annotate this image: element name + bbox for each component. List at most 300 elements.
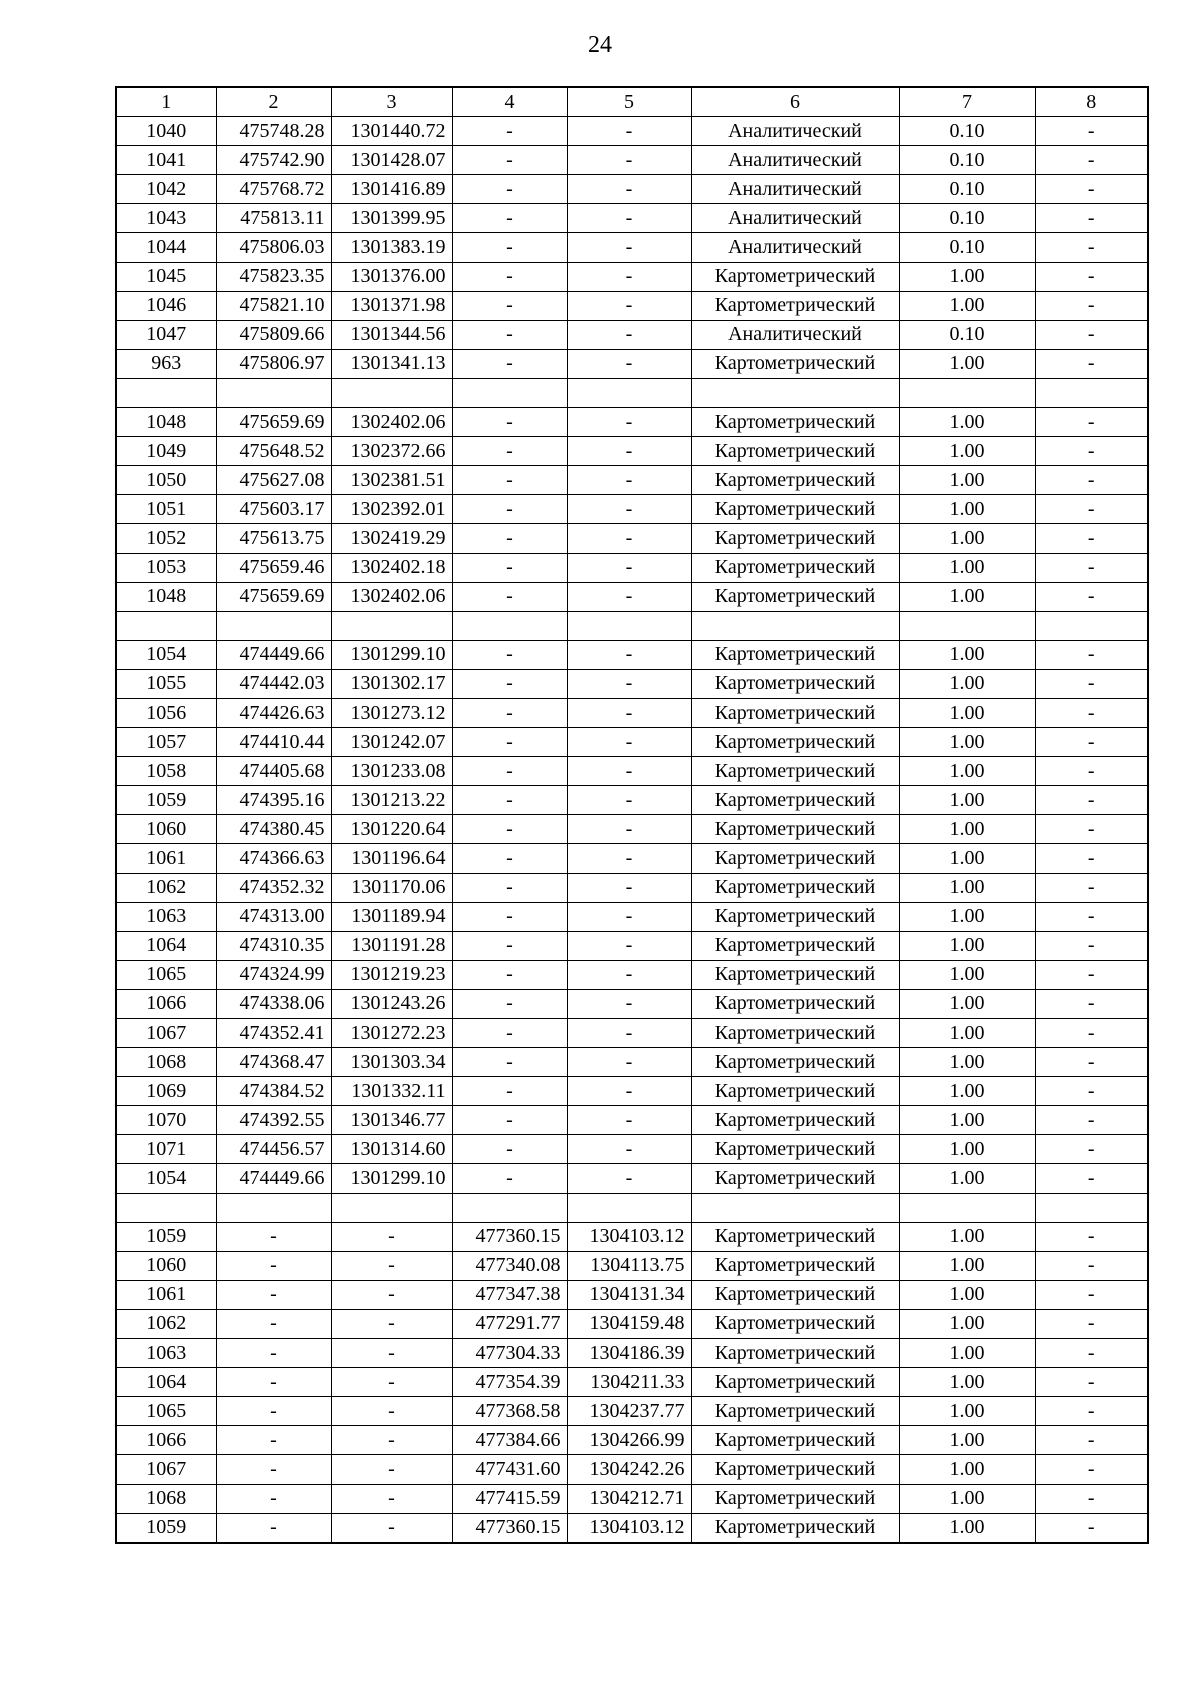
- x-coord-new-cell: -: [452, 1077, 567, 1106]
- y-coord-new-cell: -: [567, 844, 691, 873]
- method-cell: Картометрический: [691, 1280, 899, 1309]
- x-coord-new-cell: 477384.66: [452, 1426, 567, 1455]
- x-coord-new-cell: [452, 378, 567, 407]
- column-header: 8: [1035, 87, 1148, 117]
- method-cell: Картометрический: [691, 495, 899, 524]
- accuracy-cell: 0.10: [899, 204, 1035, 233]
- method-cell: Картометрический: [691, 291, 899, 320]
- method-cell: Картометрический: [691, 408, 899, 437]
- y-coord-new-cell: -: [567, 815, 691, 844]
- x-coord-new-cell: -: [452, 146, 567, 175]
- accuracy-cell: 1.00: [899, 669, 1035, 698]
- y-coord-cell: 1301399.95: [331, 204, 452, 233]
- accuracy-cell: 1.00: [899, 844, 1035, 873]
- y-coord-new-cell: -: [567, 1106, 691, 1135]
- point-number-cell: 1057: [116, 728, 216, 757]
- point-number-cell: 1056: [116, 698, 216, 727]
- description-cell: -: [1035, 1106, 1148, 1135]
- y-coord-cell: [331, 378, 452, 407]
- point-number-cell: 1068: [116, 1484, 216, 1513]
- table-row: [116, 1222, 1148, 1251]
- y-coord-cell: -: [331, 1309, 452, 1338]
- x-coord-new-cell: -: [452, 262, 567, 291]
- x-coord-cell: 474352.32: [216, 873, 331, 902]
- point-number-cell: 1066: [116, 1426, 216, 1455]
- table-row: [116, 1455, 1148, 1484]
- y-coord-cell: 1301243.26: [331, 989, 452, 1018]
- x-coord-new-cell: -: [452, 175, 567, 204]
- point-number-cell: 1047: [116, 320, 216, 349]
- x-coord-new-cell: -: [452, 931, 567, 960]
- x-coord-new-cell: -: [452, 757, 567, 786]
- description-cell: -: [1035, 408, 1148, 437]
- description-cell: -: [1035, 1397, 1148, 1426]
- method-cell: Картометрический: [691, 902, 899, 931]
- y-coord-cell: 1301220.64: [331, 815, 452, 844]
- description-cell: -: [1035, 902, 1148, 931]
- accuracy-cell: 1.00: [899, 786, 1035, 815]
- accuracy-cell: 1.00: [899, 640, 1035, 669]
- point-number-cell: [116, 378, 216, 407]
- description-cell: -: [1035, 466, 1148, 495]
- method-cell: Картометрический: [691, 815, 899, 844]
- y-coord-new-cell: 1304237.77: [567, 1397, 691, 1426]
- point-number-cell: 1067: [116, 1019, 216, 1048]
- y-coord-cell: -: [331, 1513, 452, 1543]
- table-row: [116, 466, 1148, 495]
- y-coord-cell: 1301440.72: [331, 117, 452, 146]
- method-cell: Картометрический: [691, 786, 899, 815]
- x-coord-cell: 474410.44: [216, 728, 331, 757]
- accuracy-cell: 1.00: [899, 931, 1035, 960]
- accuracy-cell: 1.00: [899, 960, 1035, 989]
- table-row: [116, 1484, 1148, 1513]
- table-header-row: [116, 87, 1148, 117]
- accuracy-cell: 1.00: [899, 902, 1035, 931]
- method-cell: Аналитический: [691, 175, 899, 204]
- x-coord-cell: 474442.03: [216, 669, 331, 698]
- accuracy-cell: 1.00: [899, 1222, 1035, 1251]
- x-coord-new-cell: -: [452, 902, 567, 931]
- x-coord-cell: 474392.55: [216, 1106, 331, 1135]
- point-number-cell: 963: [116, 349, 216, 378]
- description-cell: -: [1035, 873, 1148, 902]
- y-coord-new-cell: -: [567, 524, 691, 553]
- description-cell: -: [1035, 1484, 1148, 1513]
- accuracy-cell: 1.00: [899, 1164, 1035, 1193]
- y-coord-new-cell: -: [567, 553, 691, 582]
- description-cell: -: [1035, 1368, 1148, 1397]
- point-number-cell: 1051: [116, 495, 216, 524]
- y-coord-cell: 1302381.51: [331, 466, 452, 495]
- x-coord-cell: -: [216, 1251, 331, 1280]
- accuracy-cell: [899, 611, 1035, 640]
- x-coord-new-cell: -: [452, 728, 567, 757]
- x-coord-new-cell: -: [452, 408, 567, 437]
- x-coord-cell: 475813.11: [216, 204, 331, 233]
- point-number-cell: 1068: [116, 1048, 216, 1077]
- point-number-cell: 1065: [116, 1397, 216, 1426]
- x-coord-cell: 475648.52: [216, 437, 331, 466]
- table-row: [116, 1019, 1148, 1048]
- method-cell: Картометрический: [691, 1222, 899, 1251]
- y-coord-new-cell: -: [567, 291, 691, 320]
- accuracy-cell: 1.00: [899, 495, 1035, 524]
- point-number-cell: 1059: [116, 786, 216, 815]
- y-coord-cell: 1301371.98: [331, 291, 452, 320]
- description-cell: -: [1035, 786, 1148, 815]
- y-coord-new-cell: -: [567, 902, 691, 931]
- description-cell: -: [1035, 146, 1148, 175]
- x-coord-cell: 474384.52: [216, 1077, 331, 1106]
- method-cell: Картометрический: [691, 524, 899, 553]
- y-coord-new-cell: -: [567, 931, 691, 960]
- y-coord-cell: 1301314.60: [331, 1135, 452, 1164]
- method-cell: Картометрический: [691, 1455, 899, 1484]
- table-row: [116, 320, 1148, 349]
- point-number-cell: 1061: [116, 1280, 216, 1309]
- y-coord-new-cell: [567, 611, 691, 640]
- method-cell: Картометрический: [691, 728, 899, 757]
- x-coord-new-cell: -: [452, 495, 567, 524]
- y-coord-cell: -: [331, 1455, 452, 1484]
- y-coord-new-cell: -: [567, 466, 691, 495]
- point-number-cell: 1065: [116, 960, 216, 989]
- method-cell: Картометрический: [691, 1077, 899, 1106]
- table-row: [116, 524, 1148, 553]
- method-cell: Картометрический: [691, 1164, 899, 1193]
- description-cell: -: [1035, 1309, 1148, 1338]
- y-coord-cell: 1301272.23: [331, 1019, 452, 1048]
- y-coord-cell: 1301196.64: [331, 844, 452, 873]
- y-coord-new-cell: 1304159.48: [567, 1309, 691, 1338]
- description-cell: -: [1035, 960, 1148, 989]
- y-coord-new-cell: 1304131.34: [567, 1280, 691, 1309]
- y-coord-new-cell: -: [567, 349, 691, 378]
- y-coord-cell: -: [331, 1280, 452, 1309]
- table-row: [116, 437, 1148, 466]
- y-coord-new-cell: -: [567, 117, 691, 146]
- x-coord-new-cell: -: [452, 1048, 567, 1077]
- x-coord-cell: [216, 1193, 331, 1222]
- x-coord-new-cell: [452, 1193, 567, 1222]
- point-number-cell: 1066: [116, 989, 216, 1018]
- y-coord-cell: 1302402.06: [331, 408, 452, 437]
- point-number-cell: 1049: [116, 437, 216, 466]
- table-row: [116, 902, 1148, 931]
- y-coord-cell: 1302419.29: [331, 524, 452, 553]
- accuracy-cell: 1.00: [899, 1484, 1035, 1513]
- table-row: [116, 1309, 1148, 1338]
- description-cell: -: [1035, 262, 1148, 291]
- table-row: [116, 1077, 1148, 1106]
- table-row: [116, 582, 1148, 611]
- column-header: 3: [331, 87, 452, 117]
- point-number-cell: 1054: [116, 640, 216, 669]
- accuracy-cell: 1.00: [899, 262, 1035, 291]
- x-coord-cell: 474366.63: [216, 844, 331, 873]
- description-cell: -: [1035, 989, 1148, 1018]
- point-number-cell: [116, 1193, 216, 1222]
- description-cell: -: [1035, 175, 1148, 204]
- column-header: 2: [216, 87, 331, 117]
- x-coord-new-cell: -: [452, 1019, 567, 1048]
- point-number-cell: 1055: [116, 669, 216, 698]
- accuracy-cell: 1.00: [899, 757, 1035, 786]
- method-cell: Картометрический: [691, 349, 899, 378]
- description-cell: -: [1035, 844, 1148, 873]
- x-coord-cell: -: [216, 1426, 331, 1455]
- x-coord-cell: 475806.97: [216, 349, 331, 378]
- x-coord-new-cell: -: [452, 698, 567, 727]
- point-number-cell: 1054: [116, 1164, 216, 1193]
- accuracy-cell: 1.00: [899, 582, 1035, 611]
- table-row: [116, 1368, 1148, 1397]
- y-coord-new-cell: -: [567, 989, 691, 1018]
- y-coord-new-cell: -: [567, 582, 691, 611]
- y-coord-cell: 1301341.13: [331, 349, 452, 378]
- x-coord-cell: -: [216, 1280, 331, 1309]
- accuracy-cell: 1.00: [899, 466, 1035, 495]
- x-coord-new-cell: 477368.58: [452, 1397, 567, 1426]
- x-coord-new-cell: 477291.77: [452, 1309, 567, 1338]
- method-cell: Картометрический: [691, 582, 899, 611]
- y-coord-new-cell: -: [567, 1019, 691, 1048]
- method-cell: Аналитический: [691, 204, 899, 233]
- x-coord-cell: -: [216, 1222, 331, 1251]
- method-cell: Картометрический: [691, 989, 899, 1018]
- x-coord-new-cell: -: [452, 320, 567, 349]
- table-row: [116, 1106, 1148, 1135]
- method-cell: Картометрический: [691, 640, 899, 669]
- table-row: [116, 960, 1148, 989]
- method-cell: [691, 1193, 899, 1222]
- accuracy-cell: 0.10: [899, 233, 1035, 262]
- y-coord-cell: 1301273.12: [331, 698, 452, 727]
- x-coord-new-cell: 477360.15: [452, 1222, 567, 1251]
- x-coord-new-cell: 477340.08: [452, 1251, 567, 1280]
- column-header: 5: [567, 87, 691, 117]
- point-number-cell: 1059: [116, 1222, 216, 1251]
- description-cell: -: [1035, 524, 1148, 553]
- y-coord-new-cell: 1304186.39: [567, 1339, 691, 1368]
- accuracy-cell: 1.00: [899, 989, 1035, 1018]
- x-coord-new-cell: -: [452, 466, 567, 495]
- x-coord-new-cell: -: [452, 291, 567, 320]
- x-coord-cell: 474310.35: [216, 931, 331, 960]
- y-coord-cell: 1301344.56: [331, 320, 452, 349]
- x-coord-cell: 475768.72: [216, 175, 331, 204]
- y-coord-cell: 1302392.01: [331, 495, 452, 524]
- point-number-cell: 1040: [116, 117, 216, 146]
- description-cell: -: [1035, 640, 1148, 669]
- description-cell: -: [1035, 1339, 1148, 1368]
- description-cell: [1035, 611, 1148, 640]
- table-row: [116, 408, 1148, 437]
- table-row: [116, 640, 1148, 669]
- description-cell: [1035, 1193, 1148, 1222]
- table-row: [116, 786, 1148, 815]
- method-cell: Картометрический: [691, 931, 899, 960]
- description-cell: -: [1035, 1426, 1148, 1455]
- accuracy-cell: 1.00: [899, 408, 1035, 437]
- page-number: 24: [588, 32, 612, 58]
- x-coord-new-cell: -: [452, 524, 567, 553]
- x-coord-cell: -: [216, 1513, 331, 1543]
- y-coord-cell: 1301376.00: [331, 262, 452, 291]
- x-coord-cell: 475603.17: [216, 495, 331, 524]
- table-row: [116, 1164, 1148, 1193]
- point-number-cell: 1061: [116, 844, 216, 873]
- x-coord-cell: -: [216, 1484, 331, 1513]
- point-number-cell: 1064: [116, 931, 216, 960]
- method-cell: Картометрический: [691, 1019, 899, 1048]
- x-coord-cell: -: [216, 1309, 331, 1338]
- method-cell: Картометрический: [691, 698, 899, 727]
- table-row: [116, 931, 1148, 960]
- table-row: [116, 204, 1148, 233]
- point-number-cell: 1041: [116, 146, 216, 175]
- accuracy-cell: 1.00: [899, 349, 1035, 378]
- y-coord-new-cell: -: [567, 320, 691, 349]
- table-row: [116, 349, 1148, 378]
- description-cell: -: [1035, 757, 1148, 786]
- point-number-cell: 1060: [116, 815, 216, 844]
- y-coord-cell: -: [331, 1222, 452, 1251]
- accuracy-cell: 1.00: [899, 1135, 1035, 1164]
- point-number-cell: 1063: [116, 1339, 216, 1368]
- table-row: [116, 815, 1148, 844]
- x-coord-cell: 475809.66: [216, 320, 331, 349]
- description-cell: -: [1035, 1019, 1148, 1048]
- y-coord-new-cell: -: [567, 698, 691, 727]
- y-coord-cell: 1301219.23: [331, 960, 452, 989]
- method-cell: Картометрический: [691, 844, 899, 873]
- y-coord-cell: -: [331, 1397, 452, 1426]
- column-header: 6: [691, 87, 899, 117]
- x-coord-new-cell: 477360.15: [452, 1513, 567, 1543]
- column-header: 4: [452, 87, 567, 117]
- table-row: [116, 728, 1148, 757]
- x-coord-cell: 474395.16: [216, 786, 331, 815]
- table-row: [116, 1280, 1148, 1309]
- accuracy-cell: 0.10: [899, 320, 1035, 349]
- method-cell: Картометрический: [691, 960, 899, 989]
- y-coord-cell: 1301233.08: [331, 757, 452, 786]
- description-cell: -: [1035, 1513, 1148, 1543]
- x-coord-new-cell: 477347.38: [452, 1280, 567, 1309]
- table-row: [116, 378, 1148, 407]
- point-number-cell: 1059: [116, 1513, 216, 1543]
- x-coord-cell: 475613.75: [216, 524, 331, 553]
- description-cell: -: [1035, 553, 1148, 582]
- y-coord-cell: 1301242.07: [331, 728, 452, 757]
- accuracy-cell: 1.00: [899, 815, 1035, 844]
- x-coord-new-cell: -: [452, 1106, 567, 1135]
- y-coord-new-cell: 1304242.26: [567, 1455, 691, 1484]
- y-coord-cell: 1301189.94: [331, 902, 452, 931]
- description-cell: -: [1035, 437, 1148, 466]
- method-cell: Картометрический: [691, 1309, 899, 1338]
- description-cell: -: [1035, 1222, 1148, 1251]
- y-coord-new-cell: -: [567, 175, 691, 204]
- method-cell: Картометрический: [691, 262, 899, 291]
- description-cell: -: [1035, 1280, 1148, 1309]
- x-coord-cell: 475821.10: [216, 291, 331, 320]
- table-row: [116, 262, 1148, 291]
- y-coord-cell: 1301213.22: [331, 786, 452, 815]
- y-coord-new-cell: -: [567, 873, 691, 902]
- point-number-cell: 1071: [116, 1135, 216, 1164]
- point-number-cell: 1062: [116, 873, 216, 902]
- method-cell: Картометрический: [691, 1106, 899, 1135]
- x-coord-new-cell: -: [452, 1135, 567, 1164]
- description-cell: -: [1035, 495, 1148, 524]
- x-coord-cell: 475742.90: [216, 146, 331, 175]
- y-coord-new-cell: 1304266.99: [567, 1426, 691, 1455]
- x-coord-cell: -: [216, 1397, 331, 1426]
- description-cell: -: [1035, 728, 1148, 757]
- x-coord-new-cell: -: [452, 553, 567, 582]
- accuracy-cell: [899, 378, 1035, 407]
- y-coord-cell: 1301416.89: [331, 175, 452, 204]
- y-coord-cell: 1302402.18: [331, 553, 452, 582]
- x-coord-new-cell: -: [452, 844, 567, 873]
- description-cell: -: [1035, 1077, 1148, 1106]
- y-coord-new-cell: [567, 1193, 691, 1222]
- point-number-cell: 1048: [116, 408, 216, 437]
- accuracy-cell: 0.10: [899, 117, 1035, 146]
- y-coord-cell: 1301383.19: [331, 233, 452, 262]
- method-cell: Аналитический: [691, 146, 899, 175]
- column-header: 7: [899, 87, 1035, 117]
- table-row: [116, 233, 1148, 262]
- x-coord-new-cell: -: [452, 204, 567, 233]
- x-coord-cell: 475627.08: [216, 466, 331, 495]
- accuracy-cell: 1.00: [899, 698, 1035, 727]
- point-number-cell: 1050: [116, 466, 216, 495]
- point-number-cell: 1045: [116, 262, 216, 291]
- x-coord-cell: -: [216, 1368, 331, 1397]
- accuracy-cell: 1.00: [899, 437, 1035, 466]
- x-coord-new-cell: -: [452, 1164, 567, 1193]
- method-cell: Картометрический: [691, 1513, 899, 1543]
- x-coord-cell: 475806.03: [216, 233, 331, 262]
- table-row: [116, 1135, 1148, 1164]
- accuracy-cell: 0.10: [899, 146, 1035, 175]
- method-cell: Аналитический: [691, 320, 899, 349]
- description-cell: -: [1035, 233, 1148, 262]
- description-cell: -: [1035, 669, 1148, 698]
- accuracy-cell: 1.00: [899, 1077, 1035, 1106]
- description-cell: -: [1035, 582, 1148, 611]
- description-cell: -: [1035, 1135, 1148, 1164]
- table-row: [116, 757, 1148, 786]
- method-cell: Картометрический: [691, 1339, 899, 1368]
- method-cell: Картометрический: [691, 553, 899, 582]
- method-cell: Картометрический: [691, 1368, 899, 1397]
- x-coord-new-cell: -: [452, 582, 567, 611]
- x-coord-cell: 475659.69: [216, 408, 331, 437]
- x-coord-new-cell: [452, 611, 567, 640]
- x-coord-new-cell: -: [452, 786, 567, 815]
- accuracy-cell: [899, 1193, 1035, 1222]
- y-coord-new-cell: 1304113.75: [567, 1251, 691, 1280]
- description-cell: -: [1035, 931, 1148, 960]
- table-row: [116, 117, 1148, 146]
- y-coord-new-cell: -: [567, 640, 691, 669]
- y-coord-cell: 1302402.06: [331, 582, 452, 611]
